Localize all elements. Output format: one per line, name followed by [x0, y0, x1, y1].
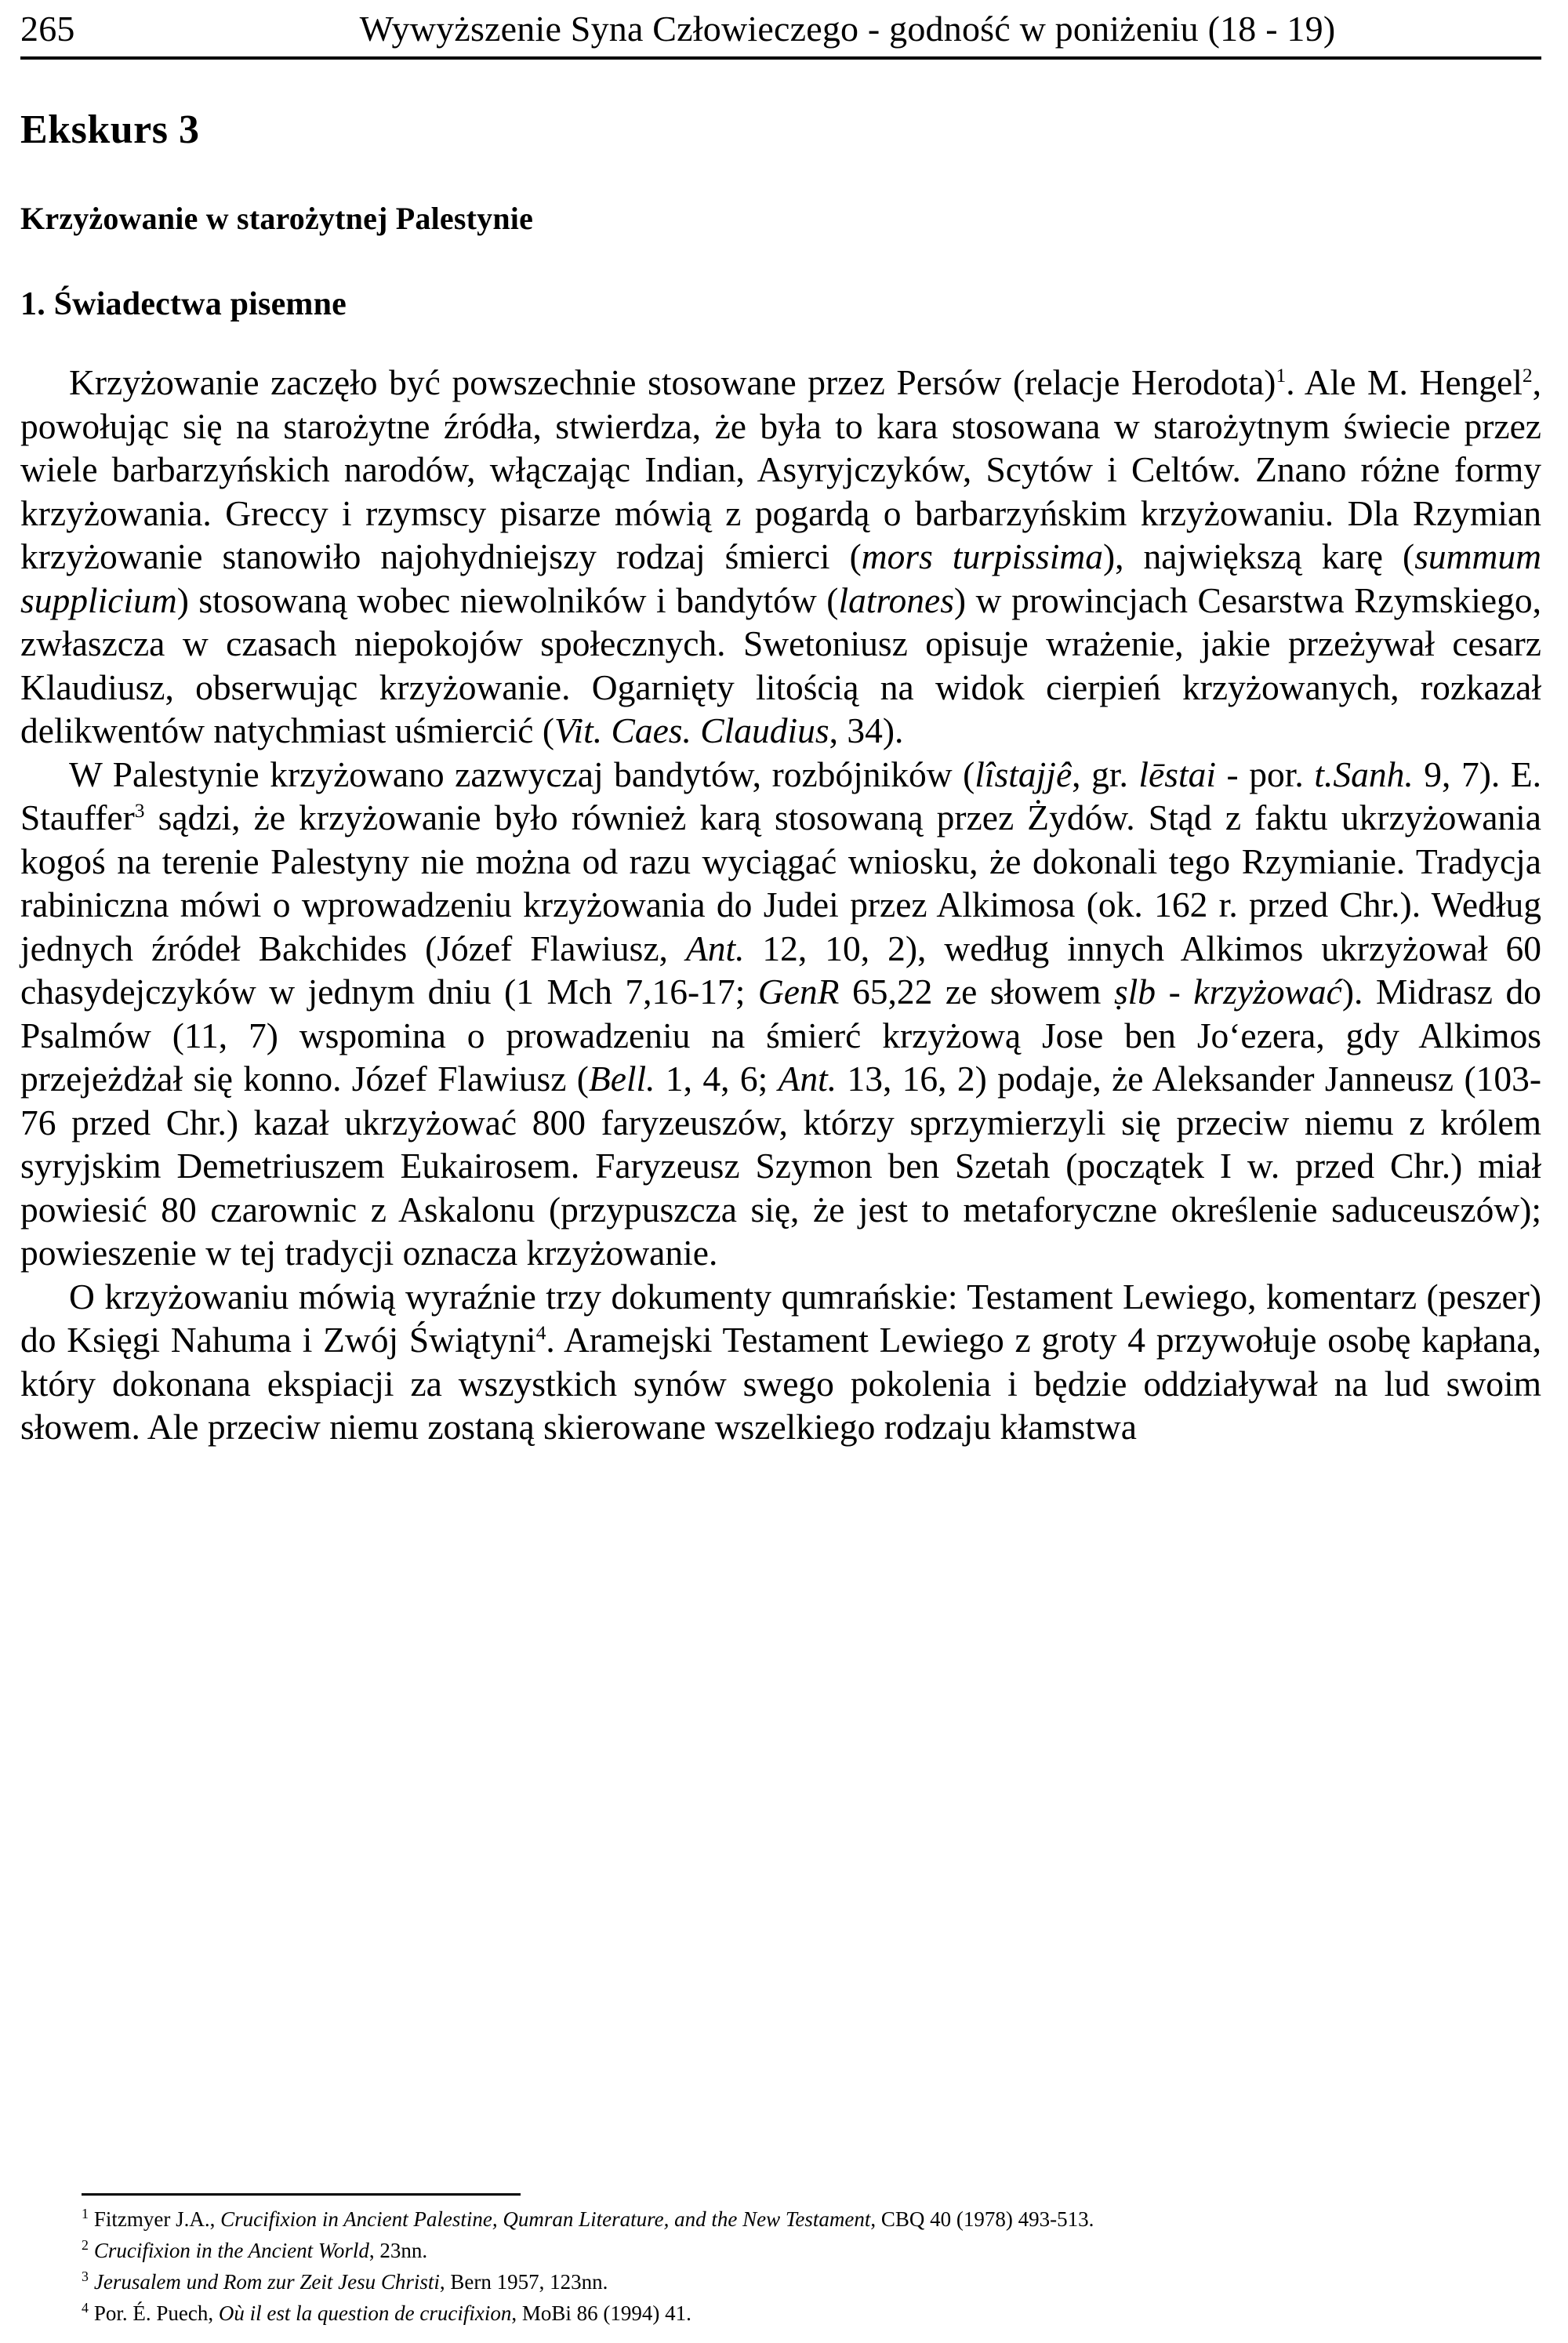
footnote-title: Crucifixion in the Ancient World [93, 2239, 369, 2262]
footnote-marker-4[interactable]: 4 [535, 1320, 546, 1344]
footnote-suffix: , 23nn. [368, 2239, 428, 2262]
transliteration-listajje: lîstajjê [975, 754, 1073, 794]
p3-seg-2: . Aramejski Testament Lewiego z groty 4 przywołuje osobę kapłana, który dokonana ekspiacji za wszystkich synów swego pokolenia i będzie oddziaływał na lud swoim słowem. Ale przeciw niemu zostaną skierowane wszelkiego rodzaju kłamstwa [20, 1320, 1541, 1447]
footnote-suffix: , Bern 1957, 123nn. [439, 2270, 608, 2294]
p2-seg-1: W Palestynie krzyżowano zazwyczaj bandytów, rozbójników ( [69, 754, 975, 794]
footnote-suffix: , CBQ 40 (1978) 493-513. [870, 2207, 1094, 2231]
subsection-heading: 1. Świadectwa pisemne [20, 286, 347, 322]
p1-seg-2: . Ale M. Hengel [1286, 362, 1523, 402]
citation-t-sanh: t.Sanh. [1314, 754, 1414, 794]
p2-seg-8: ). Midrasz do Psalmów (11, 7) wspomina o prowadzeniu na śmierć krzyżową Jose ben Jo‘ezera, gdy Alkimos przejeżdżał się konno. Józef Flawiusz ( [20, 972, 1542, 1099]
citation-vit-caes-claudius: Vit. Caes. Claudius [554, 710, 829, 750]
footnote-list [20, 2203, 1541, 2329]
footnote-title: Crucifixion in Ancient Palestine, Qumran Literature, and the New Testament [220, 2207, 871, 2231]
footnote-item [82, 2203, 1541, 2235]
footnote-item [82, 2235, 1541, 2266]
footnote-marker-2[interactable]: 2 [1522, 363, 1533, 387]
p1-seg-4: ), największą karę ( [1102, 536, 1415, 576]
p1-seg-1: Krzyżowanie zaczęło być powszechnie stosowane przez Persów (relacje Herodota) [69, 362, 1276, 402]
footnote-title: Où il est la question de crucifixion [218, 2301, 512, 2325]
p1-seg-5: ) stosowaną wobec niewolników i bandytów ( [176, 579, 839, 620]
p3-seg-1: O krzyżowaniu mówią wyraźnie trzy dokumenty qumrańskie: Testament Lewiego, komentarz (peszer) do Księgi Nahuma i Zwój Świątyni [20, 1276, 1541, 1360]
transliteration-slb: ṣlb - krzyżować [1113, 972, 1342, 1012]
latin-term-mors-turpissima: mors turpissima [861, 536, 1103, 576]
p2-seg-5: sądzi, że krzyżowanie było również karą stosowaną przez Żydów. Stąd z faktu ukrzyżowania kogoś na terenie Palestyny nie można od razu wyciągać wniosku, że dokonali tego Rzymianie. Tradycja rabiniczna mówi o wprowadzeniu krzyżowania do Judei przez Alkimosa (ok. 162 r. przed Chr.). Według jednych źródeł Bakchides (Józef Flawiusz, [20, 797, 1541, 968]
citation-ant-2: Ant. [778, 1059, 837, 1099]
body-text [20, 361, 1541, 1449]
section-heading: Krzyżowanie w starożytnej Palestynie [20, 201, 534, 236]
footnote-prefix: Fitzmyer J.A., [93, 2207, 221, 2231]
p2-seg-7: 65,22 ze słowem [839, 972, 1114, 1012]
transliteration-lestai: lēstai [1138, 754, 1216, 794]
excursus-heading: Ekskurs 3 [20, 107, 200, 152]
footnote-separator-rule [82, 2193, 521, 2196]
latin-term-summum-supplicium: summum supplicium [20, 536, 1541, 620]
footnote-number: 1 [82, 2206, 89, 2221]
header-rule [20, 56, 1541, 60]
p2-seg-2: , gr. [1072, 754, 1139, 794]
footnote-item [82, 2266, 1541, 2298]
footnote-suffix: , MoBi 86 (1994) 41. [511, 2301, 691, 2325]
citation-ant-1: Ant. [685, 928, 745, 968]
p1-seg-3: , powołując się na starożytne źródła, stwierdza, że była to kara stosowana w starożytnym świecie przez wiele barbarzyńskich narodów, włączając Indian, Asyryjczyków, Scytów i Celtów. Znano różne formy krzyżowania. Greccy i rzymscy pisarze mówią z pogardą o barbarzyńskim krzyżowaniu. Dla Rzymian krzyżowanie stanowiło najohydniejszy rodzaj śmierci ( [20, 362, 1541, 576]
footnote-title: Jerusalem und Rom zur Zeit Jesu Christi [93, 2270, 440, 2294]
footnotes-section [20, 2193, 1541, 2329]
footnote-number: 4 [82, 2300, 89, 2316]
paragraph-3 [20, 1275, 1541, 1449]
p1-seg-7: , 34). [829, 710, 904, 750]
page-number: 265 [20, 9, 75, 49]
p2-seg-9: 1, 4, 6; [655, 1059, 779, 1099]
running-header [20, 0, 1541, 47]
footnote-number: 3 [82, 2269, 89, 2284]
citation-genr: GenR [757, 972, 840, 1012]
p2-seg-3: - por. [1215, 754, 1315, 794]
paragraph-1 [20, 361, 1541, 753]
footnote-prefix: Por. É. Puech, [93, 2301, 219, 2325]
p1-seg-6: ) w prowincjach Cesarstwa Rzymskiego, zwłaszcza w czasach niepokojów społecznych. Swetoniusz opisuje wrażenie, jakie przeżywał cesarz Klaudiusz, obserwując krzyżowanie. Ogarnięty litością na widok cierpień krzyżowanych, rozkazał delikwentów natychmiast uśmiercić ( [20, 579, 1541, 750]
footnote-item [82, 2298, 1541, 2329]
running-title: Wywyższenie Syna Człowieczego - godność w poniżeniu (18 - 19) [359, 9, 1336, 49]
latin-term-latrones: latrones [838, 579, 954, 620]
paragraph-2 [20, 753, 1541, 1275]
footnote-marker-1[interactable]: 1 [1276, 363, 1287, 387]
footnote-number: 2 [82, 2237, 89, 2253]
footnote-marker-3[interactable]: 3 [134, 798, 145, 822]
p2-seg-4: 9, 7). E. Stauffer [20, 754, 1541, 837]
p2-seg-6: 12, 10, 2), według innych Alkimos ukrzyżował 60 chasydejczyków w jednym dniu (1 Mch 7,16-17; [20, 928, 1541, 1012]
citation-bell: Bell. [588, 1059, 655, 1099]
p2-seg-10: 13, 16, 2) podaje, że Aleksander Janneusz (103-76 przed Chr.) kazał ukrzyżować 800 faryzeuszów, którzy sprzymierzyli się przeciw niemu z królem syryjskim Demetriuszem Eukairosem. Faryzeusz Szymon ben Szetah (początek I w. przed Chr.) miał powiesić 80 czarownic z Askalonu (przypuszcza się, że jest to metaforyczne określenie saduceuszów); powieszenie w tej tradycji oznacza krzyżowanie. [20, 1059, 1542, 1273]
